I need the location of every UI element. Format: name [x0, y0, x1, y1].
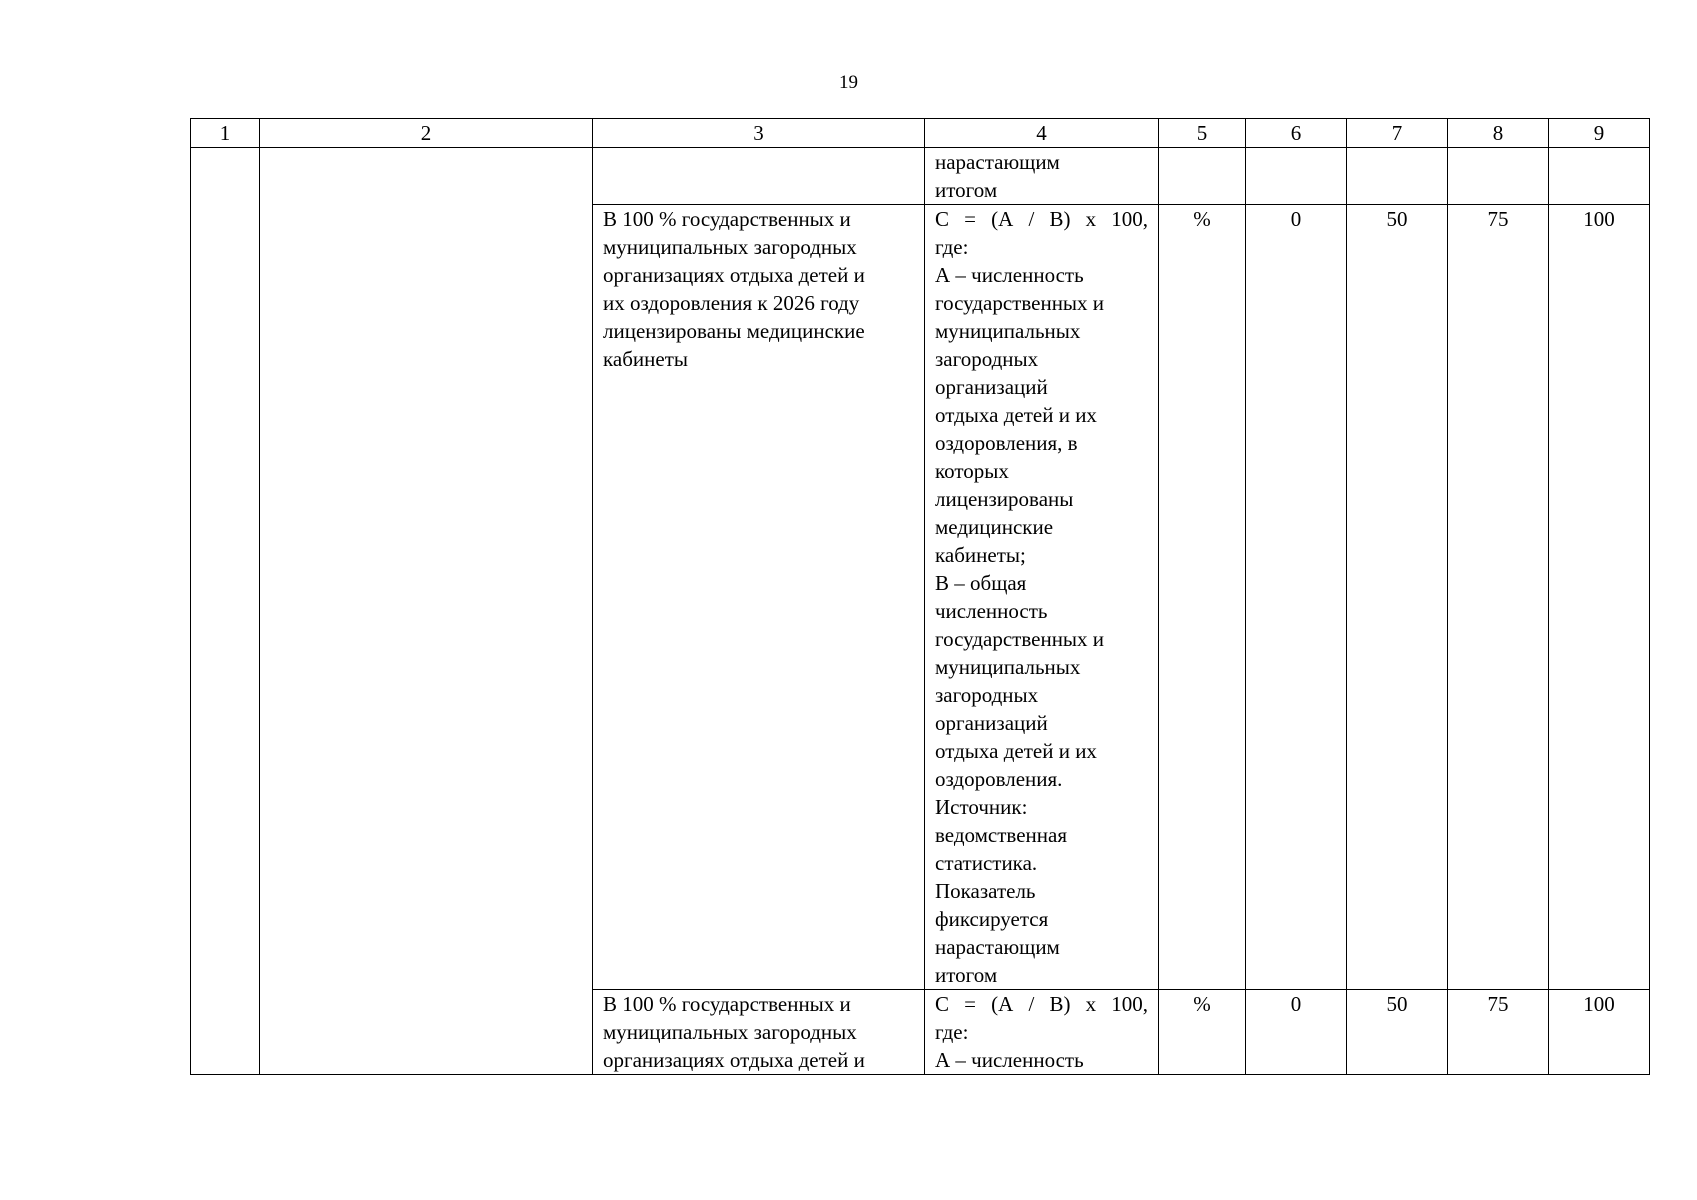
- table-row-continuation: [191, 148, 1650, 205]
- cell-col-8-continuation: [1448, 148, 1549, 205]
- text-line: оздоровления, в: [935, 431, 1078, 455]
- unit-cell: %: [1159, 990, 1246, 1075]
- text-line: муниципальных загородных: [603, 235, 857, 259]
- text-line: В 100 % государственных и: [603, 207, 851, 231]
- text-line: муниципальных: [935, 655, 1081, 679]
- text-line: Источник:: [935, 795, 1028, 819]
- header-col-1: 1: [191, 119, 260, 148]
- formula-token: В): [1049, 207, 1071, 231]
- text-line: организаций: [935, 711, 1048, 735]
- cell-col-9-continuation: [1549, 148, 1650, 205]
- text-line: оздоровления.: [935, 767, 1063, 791]
- formula-token: С: [935, 207, 950, 231]
- value-cell-col-9: 100: [1549, 990, 1650, 1075]
- formula-token: /: [1028, 992, 1035, 1016]
- text-line: муниципальных загородных: [603, 1020, 857, 1044]
- header-col-4: 4: [925, 119, 1159, 148]
- text-line: фиксируется: [935, 907, 1049, 931]
- text-line: нарастающим: [935, 150, 1060, 174]
- formula-token: х: [1085, 207, 1097, 231]
- formula-token: /: [1028, 207, 1035, 231]
- text-line: итогом: [935, 178, 998, 202]
- value-cell-col-9: 100: [1549, 205, 1650, 990]
- header-col-8: 8: [1448, 119, 1549, 148]
- text-line: кабинеты;: [935, 543, 1026, 567]
- text-line: лицензированы: [935, 487, 1074, 511]
- cell-col-5-continuation: [1159, 148, 1246, 205]
- text-line: где:: [935, 1020, 969, 1044]
- text-line: кабинеты: [603, 347, 688, 371]
- text-line: медицинские: [935, 515, 1054, 539]
- indicator-table: [190, 118, 1650, 1075]
- value-cell-col-6: 0: [1246, 205, 1347, 990]
- formula-line: [935, 990, 1148, 1018]
- indicator-name-cell: [593, 990, 925, 1075]
- value-cell-col-6: 0: [1246, 990, 1347, 1075]
- header-col-3: 3: [593, 119, 925, 148]
- text-line: организациях отдыха детей и: [603, 263, 865, 287]
- text-line: А – численность: [935, 1048, 1084, 1072]
- text-line: их оздоровления к 2026 году: [603, 291, 860, 315]
- unit-cell: %: [1159, 205, 1246, 990]
- table-header-row: [191, 119, 1650, 148]
- value-cell-col-8: 75: [1448, 205, 1549, 990]
- formula-token: х: [1085, 992, 1097, 1016]
- text-line: численность: [935, 599, 1048, 623]
- formula-token: С: [935, 992, 950, 1016]
- text-line: организаций: [935, 375, 1048, 399]
- cell-col-7-continuation: [1347, 148, 1448, 205]
- calculation-method-cell: [925, 205, 1159, 990]
- formula-token: =: [964, 207, 976, 231]
- text-line: нарастающим: [935, 935, 1060, 959]
- header-col-6: 6: [1246, 119, 1347, 148]
- text-line: загородных: [935, 683, 1039, 707]
- text-line: ведомственная: [935, 823, 1067, 847]
- text-line: лицензированы медицинские: [603, 319, 865, 343]
- text-line: А – численность: [935, 263, 1084, 287]
- text-line: В 100 % государственных и: [603, 992, 851, 1016]
- value-cell-col-8: 75: [1448, 990, 1549, 1075]
- formula-line: [935, 205, 1148, 233]
- cell-col-2-merged: [260, 148, 593, 1075]
- text-line: государственных и: [935, 627, 1105, 651]
- formula-token: (А: [991, 992, 1014, 1016]
- cell-col-4-continuation: [925, 148, 1159, 205]
- text-line: Показатель: [935, 879, 1036, 903]
- text-line: загородных: [935, 347, 1039, 371]
- header-col-2: 2: [260, 119, 593, 148]
- text-line: которых: [935, 459, 1009, 483]
- header-col-9: 9: [1549, 119, 1650, 148]
- formula-token: 100,: [1111, 992, 1148, 1016]
- cell-col-1-merged: [191, 148, 260, 1075]
- text-line: В – общая: [935, 571, 1027, 595]
- cell-col-3-continuation: [593, 148, 925, 205]
- text-line: муниципальных: [935, 319, 1081, 343]
- text-line: государственных и: [935, 291, 1105, 315]
- formula-token: (А: [991, 207, 1014, 231]
- text-line: где:: [935, 235, 969, 259]
- text-line: статистика.: [935, 851, 1038, 875]
- text-line: отдыха детей и их: [935, 403, 1097, 427]
- cell-col-6-continuation: [1246, 148, 1347, 205]
- value-cell-col-7: 50: [1347, 205, 1448, 990]
- formula-token: В): [1049, 992, 1071, 1016]
- header-col-5: 5: [1159, 119, 1246, 148]
- text-line: организациях отдыха детей и: [603, 1048, 865, 1072]
- formula-token: =: [964, 992, 976, 1016]
- indicator-name-cell: [593, 205, 925, 990]
- calculation-method-cell: [925, 990, 1159, 1075]
- formula-token: 100,: [1111, 207, 1148, 231]
- page-number: 19: [839, 72, 858, 93]
- text-line: отдыха детей и их: [935, 739, 1097, 763]
- header-col-7: 7: [1347, 119, 1448, 148]
- value-cell-col-7: 50: [1347, 990, 1448, 1075]
- text-line: итогом: [935, 963, 998, 987]
